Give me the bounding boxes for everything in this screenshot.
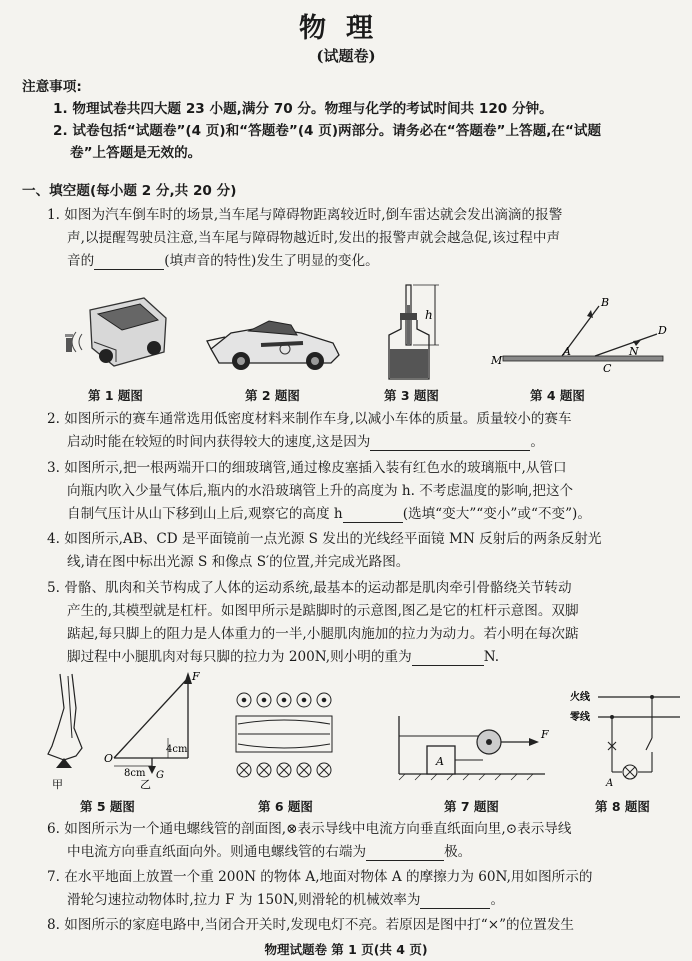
figure-5-label-jia: 甲	[52, 778, 63, 791]
figure-8-label-neutral: 零线	[570, 712, 590, 723]
question-3-text-a: 自制气压计从山下移到山上后,观察它的高度 h	[67, 506, 343, 522]
figure-1-caption: 第 1 题图	[88, 388, 143, 403]
figure-2-race-car	[205, 315, 345, 375]
figure-4-label-D: D	[658, 324, 667, 337]
page-footer: 物理试题卷 第 1 页(共 4 页)	[264, 942, 428, 957]
question-4-line1: 4. 如图所示,AB、CD 是平面镜前一点光源 S 发出的光线经平面镜 MN 反射后的两条反射光	[47, 531, 602, 547]
figure-7-label-A: A	[436, 755, 444, 768]
question-1-text-b: (填声音的特性)发生了明显的变化。	[164, 253, 379, 269]
question-6-text-b: 极。	[444, 844, 472, 860]
question-3-line1: 3. 如图所示,把一根两端开口的细玻璃管,通过橡皮塞插入装有红色水的玻璃瓶中,从管口	[47, 460, 567, 476]
question-4-line2: 线,请在图中标出光源 S 和像点 S′的位置,并完成光路图。	[67, 554, 410, 570]
figure-5-label-4cm: 4cm	[166, 744, 188, 755]
question-3-line3	[67, 506, 591, 523]
figure-6-solenoid	[228, 688, 343, 788]
figure-3-label-h: h	[425, 308, 433, 322]
figure-4-caption: 第 4 题图	[530, 388, 585, 403]
figure-5-label-F: F	[192, 670, 200, 683]
question-6-text-a: 中电流方向垂直纸面向外。则通电螺线管的右端为	[67, 844, 367, 860]
question-2-line2	[67, 434, 544, 451]
notice-heading: 注意事项:	[22, 79, 82, 95]
figure-4-label-B: B	[601, 296, 610, 309]
figure-4-label-M: M	[491, 354, 503, 367]
figure-4-label-N: N	[629, 345, 639, 358]
figure-1-car-reversing	[62, 290, 172, 375]
answer-blank-1[interactable]	[94, 255, 164, 270]
answer-blank-5[interactable]	[412, 651, 484, 666]
notice-item-1: 1. 物理试卷共四大题 23 小题,满分 70 分。物理与化学的考试时间共 120 分钟。	[53, 101, 553, 117]
question-1-text-a: 音的	[67, 253, 95, 269]
question-5-line4	[67, 649, 499, 666]
question-1-line1: 1. 如图为汽车倒车时的场景,当车尾与障碍物距离较近时,倒车雷达就会发出滴滴的报警	[47, 207, 563, 223]
figure-3-bottle-barometer	[383, 283, 453, 383]
notice-item-2-line2: 卷”上答题是无效的。	[70, 145, 202, 161]
notice-item-2-line1: 2. 试卷包括“试题卷”(4 页)和“答题卷”(4 页)两部分。请务必在“答题卷”上答题,在“试题	[53, 123, 602, 139]
question-5-line3: 踮起,每只脚上的阻力是人体重力的一半,小腿肌肉施加的拉力为动力。若小明在每次踮	[67, 626, 579, 642]
figure-8-household-circuit	[568, 688, 683, 788]
question-8-line1: 8. 如图所示的家庭电路中,当闭合开关时,发现电灯不亮。若原因是图中打“×”的位置发生	[47, 917, 575, 933]
answer-blank-6[interactable]	[366, 846, 444, 861]
question-2-text-a: 启动时能在较短的时间内获得较大的速度,这是因为	[67, 434, 371, 450]
figure-6-caption: 第 6 题图	[258, 799, 313, 814]
question-7-text-a: 滑轮匀速拉动物体时,拉力 F 为 150N,则滑轮的机械效率为	[67, 892, 421, 908]
figure-5-lever-foot	[38, 668, 218, 793]
question-2-line1: 2. 如图所示的赛车通常选用低密度材料来制作车身,以减小车体的质量。质量较小的赛车	[47, 411, 572, 427]
page-title: 物理	[299, 13, 393, 44]
question-3-text-b: (选填“变大”“变小”或“不变”)。	[402, 506, 591, 522]
figure-8-label-A: A	[606, 778, 614, 788]
section-1-heading: 一、填空题(每小题 2 分,共 20 分)	[22, 183, 237, 199]
figure-5-label-G: G	[156, 770, 164, 781]
answer-blank-3[interactable]	[343, 508, 403, 523]
question-3-line2: 向瓶内吹入少量气体后,瓶内的水沿玻璃管上升的高度为 h. 不考虑温度的影响,把这个	[67, 483, 574, 499]
figure-4-label-A: A	[563, 345, 571, 358]
figure-7-caption: 第 7 题图	[444, 799, 499, 814]
figure-5-label-8cm: 8cm	[124, 768, 146, 779]
figure-5-label-yi: 乙	[140, 778, 151, 791]
question-1-line3	[67, 253, 379, 270]
figure-3-caption: 第 3 题图	[384, 388, 439, 403]
figure-8-label-live: 火线	[570, 692, 590, 703]
question-7-text-b: 。	[490, 892, 505, 908]
figure-5-label-O: O	[104, 752, 114, 765]
figure-2-caption: 第 2 题图	[245, 388, 300, 403]
figure-5-caption: 第 5 题图	[80, 799, 135, 814]
question-1-line2: 声,以提醒驾驶员注意,当车尾与障碍物越近时,发出的报警声就会越急促,该过程中声	[67, 230, 561, 246]
question-5-line1: 5. 骨骼、肌肉和关节构成了人体的运动系统,最基本的运动都是肌肉牵引骨骼绕关节转动	[47, 580, 572, 596]
question-7-line1: 7. 在水平地面上放置一个重 200N 的物体 A,地面对物体 A 的摩擦力为 60N,用如图所示的	[47, 869, 593, 885]
question-7-line2	[67, 892, 504, 909]
question-5-line2: 产生的,其模型就是杠杆。如图甲所示是踮脚时的示意图,图乙是它的杠杆示意图。双脚	[67, 603, 579, 619]
question-6-line1: 6. 如图所示为一个通电螺线管的剖面图,⊗表示导线中电流方向垂直纸面向里,⊙表示导线	[47, 821, 572, 837]
figure-4-label-C: C	[603, 362, 612, 374]
question-5-text-a: 脚过程中小腿肌肉对每只脚的拉力为 200N,则小明的重为	[67, 649, 412, 665]
figure-8-caption: 第 8 题图	[595, 799, 650, 814]
question-6-line2	[67, 844, 471, 861]
question-2-text-b: 。	[530, 434, 544, 450]
figure-7-label-F: F	[541, 728, 549, 741]
answer-blank-2[interactable]	[370, 436, 530, 451]
answer-blank-7[interactable]	[420, 894, 490, 909]
figure-4-mirror-reflection	[487, 294, 677, 374]
page-subtitle: (试题卷)	[316, 47, 376, 65]
question-5-text-b: N.	[483, 649, 500, 665]
figure-7-pulley	[395, 710, 560, 785]
